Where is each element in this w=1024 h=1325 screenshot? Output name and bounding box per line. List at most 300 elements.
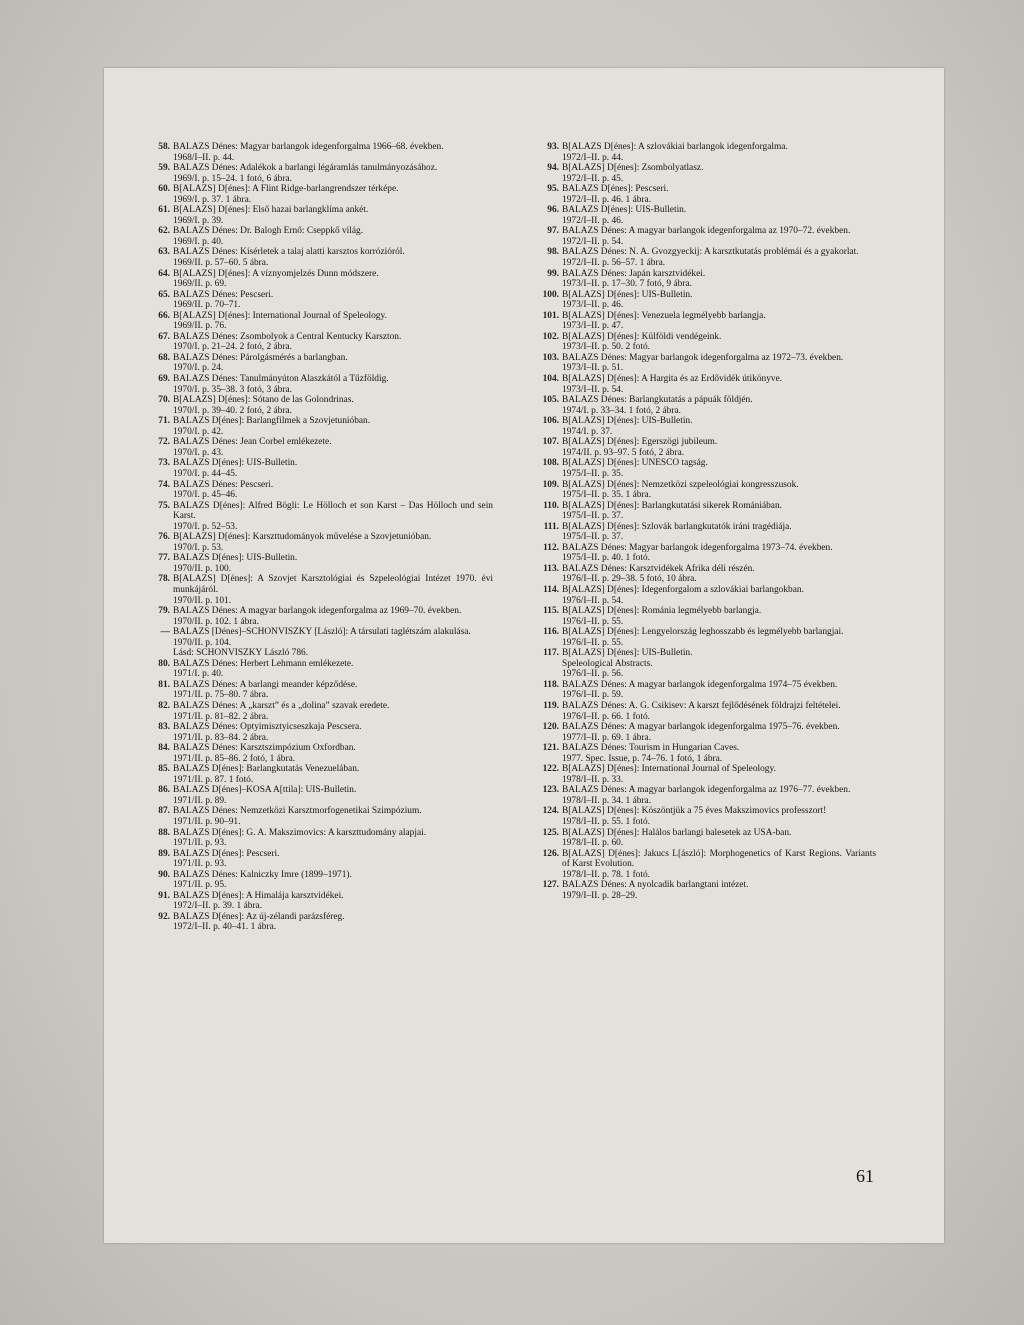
bibliography-entry	[148, 659, 493, 680]
entry-number: 121.	[542, 743, 559, 754]
entry-citation: BALÁZS D[énes]: G. A. Makszimovics: A karszttudomány alapjai.	[173, 827, 427, 838]
bibliography-entry	[531, 142, 876, 163]
bibliography-entry	[148, 163, 493, 184]
entry-number: 108.	[542, 458, 559, 469]
entry-number: 67.	[158, 331, 170, 342]
entry-citation: BALÁZS Dénes: Adalékok a barlangi légáramlás tanulmányozásához.	[173, 163, 438, 174]
entry-reference: 1978/I–II. p. 33.	[562, 774, 624, 785]
entry-citation: B[ALÁZS] D[énes]: A Hargita és az Erdővidék útikönyve.	[562, 374, 783, 385]
bibliography-entry	[148, 332, 493, 353]
entry-reference: 1975/I–II. p. 37.	[562, 511, 624, 522]
entry-reference: 1975/I–II. p. 35. 1 ábra.	[562, 490, 652, 501]
entry-citation: BALÁZS D[énes]: Alfred Bögli: Le Hölloch et son Karst – Das Hölloch und sein Karst.	[173, 500, 493, 522]
entry-text	[562, 311, 876, 332]
entry-citation: BALÁZS Dénes: Japán karsztvidékei.	[562, 268, 706, 279]
page-number: 61	[856, 1166, 874, 1186]
entry-text	[562, 743, 876, 764]
entry-number: 63.	[158, 247, 170, 258]
entry-citation: BALÁZS Dénes: A „karszt” és a „dolina” szavak eredete.	[173, 700, 390, 711]
entry-text	[562, 269, 876, 290]
entry-text	[173, 912, 493, 933]
bibliography-entry	[148, 764, 493, 785]
entry-number: 119.	[543, 700, 559, 711]
entry-citation: BALÁZS Dénes: A. G. Csikisev: A karszt fejlődésének földrajzi feltételei.	[562, 700, 841, 711]
bibliography-entry	[531, 395, 876, 416]
entry-reference: 1976/I–II. p. 54.	[562, 595, 624, 606]
entry-number: 111.	[543, 521, 559, 532]
bibliography-entry	[531, 680, 876, 701]
entry-reference: 1976/I–II. p. 66. 1 fotó.	[562, 711, 651, 722]
bibliography-entry	[531, 743, 876, 764]
bibliography-entry	[531, 226, 876, 247]
entry-number: 81.	[158, 679, 170, 690]
entry-citation: B[ALÁZS] D[énes]: Jakucs L[ászló]: Morphogenetics of Karst Regions. Variants of Karst Evolution.	[562, 848, 876, 870]
bibliography-entry	[531, 585, 876, 606]
entry-number: 115.	[543, 606, 559, 617]
bibliography-entry	[148, 458, 493, 479]
bibliography-entry	[531, 290, 876, 311]
entry-text	[173, 532, 493, 553]
bibliography-entry	[148, 828, 493, 849]
bibliography-entry	[531, 806, 876, 827]
entry-text	[562, 205, 876, 226]
entry-citation: BALÁZS Dénes: Zsombolyok a Central Kentucky Karszton.	[173, 331, 402, 342]
bibliography-entry	[148, 870, 493, 891]
entry-citation: B[ALÁZS] D[énes]: A víznyomjelzés Dunn módszere.	[173, 268, 379, 279]
entry-citation: BALÁZS Dénes: Karsztszimpózium Oxfordban.	[173, 743, 356, 754]
entry-number: 83.	[158, 722, 170, 733]
entry-text	[173, 163, 493, 184]
entry-reference: 1970/I. p. 21–24. 2 fotó, 2 ábra.	[173, 342, 292, 353]
entry-citation: BALÁZS Dénes: Optyimisztyicseszkaja Pescsera.	[173, 722, 362, 733]
bibliography-entry	[148, 142, 493, 163]
entry-text	[562, 395, 876, 416]
entry-number: 123.	[542, 785, 559, 796]
entry-number: 93.	[547, 142, 559, 152]
entry-number: 98.	[547, 247, 559, 258]
entry-text	[173, 142, 493, 163]
entry-reference: 1969/I. p. 37. 1 ábra.	[173, 194, 252, 205]
entry-text	[173, 627, 493, 659]
bibliography-entry	[148, 680, 493, 701]
entry-reference: 1972/I–II. p. 45.	[562, 173, 624, 184]
entry-citation: B[ALÁZS] D[énes]: A Flint Ridge-barlangrendszer térképe.	[173, 184, 399, 195]
bibliography-entry	[148, 247, 493, 268]
entry-number: 70.	[158, 395, 170, 406]
bibliography-entry	[531, 163, 876, 184]
entry-number: 105.	[542, 395, 559, 406]
entry-number: —	[160, 627, 170, 638]
bibliography-entry	[531, 785, 876, 806]
entry-text	[562, 764, 876, 785]
entry-reference: 1971/II. p. 85–86. 2 fotó, 1 ábra.	[173, 753, 296, 764]
entry-reference: 1969/II. p. 70–71.	[173, 300, 241, 311]
entry-citation: BALÁZS Dénes: A magyar barlangok idegenforgalma 1974–75 években.	[562, 679, 838, 690]
entry-reference: Lásd: SCHÖNVISZKY László 786.	[173, 648, 309, 659]
entry-citation: BALÁZS D[énes]: UIS-Bulletin.	[173, 458, 298, 469]
entry-reference: 1970/I. p. 24.	[173, 363, 224, 374]
entry-text	[173, 701, 493, 722]
entry-reference: 1972/I–II. p. 56–57. 1 ábra.	[562, 258, 666, 269]
entry-reference: 1976/I–II. p. 55.	[562, 616, 624, 627]
entry-number: 87.	[158, 806, 170, 817]
entry-number: 90.	[158, 869, 170, 880]
entry-citation: BALÁZS D[énes]: Barlangfilmek a Szovjetunióban.	[173, 416, 371, 427]
entry-citation: B[ALÁZS] D[énes]: Sótano de las Golondrinas.	[173, 395, 354, 406]
entry-number: 61.	[158, 205, 170, 216]
entry-text	[562, 849, 876, 881]
bibliography-column-right	[531, 142, 876, 901]
entry-reference: 1977. Spec. Issue, p. 74–76. 1 fotó, 1 ábra.	[562, 753, 723, 764]
entry-reference: 1971/II. p. 89.	[173, 795, 227, 806]
entry-number: 64.	[158, 268, 170, 279]
entry-text	[173, 891, 493, 912]
entry-reference: 1976/I–II. p. 56.	[562, 669, 624, 680]
entry-reference: 1973/I–II. p. 54.	[562, 384, 624, 395]
entry-text	[562, 828, 876, 849]
entry-citation: BALÁZS Dénes: Magyar barlangok idegenforgalma 1966–68. években.	[173, 142, 444, 152]
entry-text	[173, 849, 493, 870]
entry-number: 78.	[158, 574, 170, 585]
entry-citation: BALÁZS Dénes: A nyolcadik barlangtani intézet.	[562, 880, 749, 891]
entry-citation: B[ALÁZS] D[énes]: Venezuela legmélyebb barlangja.	[562, 310, 766, 321]
entry-citation: BALÁZS Dénes: A magyar barlangok idegenforgalma az 1970–72. években.	[562, 226, 851, 237]
bibliography-entry	[148, 480, 493, 501]
entry-citation: BALÁZS Dénes: Kalniczky Imre (1899–1971).	[173, 869, 352, 880]
entry-citation: B[ALÁZS] D[énes]: Lengyelország leghosszabb és legmélyebb barlangjai.	[562, 627, 844, 638]
entry-reference: 1970/II. p. 101.	[173, 595, 232, 606]
entry-text	[562, 416, 876, 437]
entry-text	[562, 585, 876, 606]
entry-reference: 1976/I–II. p. 55.	[562, 637, 624, 648]
entry-number: 107.	[542, 437, 559, 448]
bibliography-entry	[531, 501, 876, 522]
entry-number: 120.	[542, 722, 559, 733]
entry-number: 127.	[542, 880, 559, 891]
entry-reference: 1972/I–II. p. 40–41. 1 ábra.	[173, 922, 277, 933]
bibliography-entry	[531, 828, 876, 849]
entry-text	[562, 722, 876, 743]
bibliography-column-left	[148, 142, 493, 933]
entry-citation: BALÁZS D[énes]: A Himalája karsztvidékei.	[173, 890, 344, 901]
entry-text	[562, 701, 876, 722]
bibliography-entry	[531, 205, 876, 226]
bibliography-entry	[148, 553, 493, 574]
bibliography-entry	[148, 722, 493, 743]
entry-citation: B[ALÁZS D[énes]: A szlovákiai barlangok idegenforgalma.	[562, 142, 788, 152]
entry-number: 113.	[543, 563, 559, 574]
entry-number: 80.	[158, 658, 170, 669]
entry-number: 125.	[542, 827, 559, 838]
entry-number: 101.	[542, 310, 559, 321]
entry-citation: BALÁZS Dénes: Herbert Lehmann emlékezete.	[173, 658, 354, 669]
entry-reference: 1970/I. p. 42.	[173, 426, 224, 437]
entry-reference: 1975/I–II. p. 35.	[562, 468, 624, 479]
entry-reference: 1973/I–II. p. 17–30. 7 fotó, 9 ábra.	[562, 279, 692, 290]
entry-reference: 1972/I–II. p. 54.	[562, 236, 624, 247]
entry-text	[173, 247, 493, 268]
entry-text	[562, 458, 876, 479]
entry-reference: 1974/I. p. 37.	[562, 426, 613, 437]
entry-reference: 1978/I–II. p. 34. 1 ábra.	[562, 795, 652, 806]
entry-number: 91.	[158, 890, 170, 901]
bibliography-entry	[148, 269, 493, 290]
entry-number: 65.	[158, 289, 170, 300]
bibliography-entry	[148, 912, 493, 933]
entry-number: 60.	[158, 184, 170, 195]
entry-number: 109.	[542, 479, 559, 490]
entry-text	[173, 806, 493, 827]
entry-reference: 1970/I. p. 43.	[173, 447, 224, 458]
entry-text	[562, 247, 876, 268]
entry-number: 106.	[542, 416, 559, 427]
entry-citation: B[ALÁZS] D[énes]: Idegenforgalom a szlovákiai barlangokban.	[562, 584, 804, 595]
bibliography-entry	[148, 891, 493, 912]
bibliography-entry	[148, 226, 493, 247]
entry-citation: B[ALÁZS] D[énes]: International Journal of Speleology.	[562, 764, 776, 775]
entry-text	[562, 785, 876, 806]
entry-citation: BALÁZS D[énes]: UIS-Bulletin.	[562, 205, 687, 216]
entry-text	[173, 184, 493, 205]
entry-reference: 1975/I–II. p. 40. 1 fotó.	[562, 553, 651, 564]
entry-citation: B[ALÁZS] D[énes]: Halálos barlangi balesetek az USA-ban.	[562, 827, 792, 838]
entry-text	[562, 184, 876, 205]
entry-reference: 1971/II. p. 93.	[173, 859, 227, 870]
bibliography-entry	[148, 290, 493, 311]
entry-number: 84.	[158, 743, 170, 754]
entry-citation: BALÁZS D[énes]: Pescseri.	[562, 184, 669, 195]
entry-number: 88.	[158, 827, 170, 838]
entry-number: 94.	[547, 163, 559, 174]
entry-reference: 1971/II. p. 93.	[173, 838, 227, 849]
entry-reference: 1975/I–II. p. 37.	[562, 532, 624, 543]
entry-number: 62.	[158, 226, 170, 237]
bibliography-entry	[531, 416, 876, 437]
entry-citation: BALÁZS Dénes: N. A. Gvozgyeckij: A karsztkutatás problémái és a gyakorlat.	[562, 247, 859, 258]
bibliography-entry	[148, 627, 493, 659]
entry-reference: 1971/II. p. 83–84. 2 ábra.	[173, 732, 269, 743]
entry-text	[173, 353, 493, 374]
entry-text	[562, 163, 876, 184]
entry-citation: B[ALÁZS] D[énes]: Zsombolyatlasz.	[562, 163, 704, 174]
entry-text	[562, 806, 876, 827]
entry-text	[562, 627, 876, 648]
bibliography-entry	[531, 353, 876, 374]
entry-text	[173, 606, 493, 627]
bibliography-entry	[531, 722, 876, 743]
entry-reference: 1969/I. p. 15–24. 1 fotó, 6 ábra.	[173, 173, 292, 184]
bibliography-entry	[531, 458, 876, 479]
bibliography-entry	[531, 606, 876, 627]
entry-number: 82.	[158, 700, 170, 711]
entry-citation: BALÁZS Dénes: Kísérletek a talaj alatti karsztos korrózióról.	[173, 247, 405, 258]
bibliography-entry	[148, 311, 493, 332]
entry-text	[562, 437, 876, 458]
bibliography-entry	[531, 564, 876, 585]
entry-reference: 1978/I–II. p. 60.	[562, 838, 624, 849]
entry-reference: 1976/I–II. p. 59.	[562, 690, 624, 701]
bibliography-entry	[531, 247, 876, 268]
entry-text	[562, 480, 876, 501]
entry-number: 58.	[158, 142, 170, 152]
entry-reference: 1971/II. p. 75–80. 7 ábra.	[173, 690, 269, 701]
entry-number: 102.	[542, 331, 559, 342]
entry-text	[173, 332, 493, 353]
bibliography-entry	[531, 437, 876, 458]
entry-number: 126.	[542, 848, 559, 859]
entry-text	[173, 458, 493, 479]
bibliography-entry	[531, 311, 876, 332]
entry-text	[173, 764, 493, 785]
entry-number: 116.	[543, 627, 559, 638]
entry-number: 118.	[543, 679, 559, 690]
entry-reference: 1971/II. p. 81–82. 2 ábra.	[173, 711, 269, 722]
entry-citation: B[ALÁZS] D[énes]: Köszöntjük a 75 éves Makszimovics professzort!	[562, 806, 827, 817]
entry-reference: 1970/II. p. 102. 1 ábra.	[173, 616, 259, 627]
entry-citation: BALÁZS Dénes: Magyar barlangok idegenforgalma az 1972–73. években.	[562, 352, 844, 363]
bibliography-entry	[531, 849, 876, 881]
entry-text	[173, 311, 493, 332]
entry-reference: 1978/I–II. p. 78. 1 fotó.	[562, 869, 651, 880]
entry-text	[562, 332, 876, 353]
entry-reference: 1968/I–II. p. 44.	[173, 152, 235, 163]
entry-reference: 1974/II. p. 93–97. 5 fotó, 2 ábra.	[562, 447, 685, 458]
entry-reference: 1971/I. p. 40.	[173, 669, 224, 680]
entry-text	[562, 606, 876, 627]
bibliography-entry	[148, 374, 493, 395]
entry-text	[173, 395, 493, 416]
entry-text	[173, 374, 493, 395]
entry-number: 85.	[158, 764, 170, 775]
entry-number: 97.	[547, 226, 559, 237]
entry-reference: 1972/I–II. p. 46.	[562, 215, 624, 226]
entry-text	[173, 574, 493, 606]
entry-reference: Speleological Abstracts.	[562, 658, 653, 669]
entry-text	[173, 437, 493, 458]
entry-reference: 1973/I–II. p. 51.	[562, 363, 624, 374]
entry-citation: BALÁZS D[énes]: Az új-zélandi parázsféreg.	[173, 911, 345, 922]
entry-number: 66.	[158, 310, 170, 321]
entry-reference: 1970/I. p. 35–38. 3 fotó, 3 ábra.	[173, 384, 292, 395]
entry-reference: 1971/II. p. 90–91.	[173, 817, 241, 827]
entry-citation: BALÁZS D[énes]: UIS-Bulletin.	[173, 553, 298, 564]
entry-citation: B[ALÁZS] D[énes]: Külföldi vendégeink.	[562, 331, 722, 342]
entry-number: 99.	[547, 268, 559, 279]
entry-reference: 1970/I. p. 45–46.	[173, 490, 238, 501]
bibliography-entry	[531, 332, 876, 353]
entry-text	[173, 205, 493, 226]
entry-number: 68.	[158, 352, 170, 363]
bibliography-entry	[148, 606, 493, 627]
entry-number: 103.	[542, 352, 559, 363]
entry-number: 112.	[543, 542, 559, 553]
entry-reference: 1969/I. p. 39.	[173, 215, 224, 226]
bibliography-entry	[148, 437, 493, 458]
entry-text	[173, 553, 493, 574]
entry-citation: B[ALÁZS] D[énes]: Szlovák barlangkutatók iráni tragédiája.	[562, 521, 792, 532]
entry-number: 96.	[547, 205, 559, 216]
bibliography-entry	[148, 501, 493, 533]
entry-text	[173, 722, 493, 743]
entry-citation: BALÁZS Dénes: Tourism in Hungarian Caves.	[562, 743, 740, 754]
entry-reference: 1973/I–II. p. 47.	[562, 321, 624, 332]
entry-reference: 1969/II. p. 57–60. 5 ábra.	[173, 258, 269, 269]
bibliography-entry	[531, 543, 876, 564]
entry-citation: BALÁZS Dénes: Pescseri.	[173, 479, 274, 490]
entry-citation: BALÁZS Dénes: Pescseri.	[173, 289, 274, 300]
entry-citation: B[ALÁZS] D[énes]: Karszttudományok művelése a Szovjetunióban.	[173, 532, 432, 543]
entry-number: 114.	[543, 584, 559, 595]
entry-citation: BALÁZS Dénes: Nemzetközi Karsztmorfogenetikai Szimpózium.	[173, 806, 422, 817]
entry-reference: 1973/I–II. p. 50. 2 fotó.	[562, 342, 651, 353]
entry-citation: B[ALÁZS] D[énes]: A Szovjet Karsztológiai és Szpeleológiai Intézet 1970. évi munkájáról.	[173, 574, 493, 595]
bibliography-entry	[531, 648, 876, 680]
entry-citation: BALÁZS Dénes: Barlangkutatás a pápuák földjén.	[562, 395, 753, 406]
bibliography-entry	[148, 701, 493, 722]
entry-reference: 1970/I. p. 39–40. 2 fotó, 2 ábra.	[173, 405, 292, 416]
entry-number: 104.	[542, 374, 559, 385]
entry-reference: 1972/I–II. p. 39. 1 ábra.	[173, 901, 263, 912]
entry-reference: 1971/II. p. 87. 1 fotó.	[173, 774, 254, 785]
entry-citation: BALÁZS D[énes]: Pescseri.	[173, 848, 280, 859]
bibliography-entry	[148, 416, 493, 437]
entry-citation: BALÁZS Dénes: A barlangi meander képződése.	[173, 679, 358, 690]
entry-text	[562, 648, 876, 680]
entry-text	[173, 480, 493, 501]
entry-number: 77.	[158, 553, 170, 564]
entry-citation: BALÁZS Dénes: Párolgásmérés a barlangban.	[173, 352, 348, 363]
entry-number: 79.	[158, 606, 170, 617]
entry-reference: 1970/I. p. 53.	[173, 542, 224, 553]
entry-citation: BALÁZS Dénes: A magyar barlangok idegenforgalma az 1976–77. években.	[562, 785, 851, 796]
entry-number: 100.	[542, 289, 559, 300]
entry-citation: B[ALÁZS] D[énes]: Barlangkutatási sikerek Romániában.	[562, 500, 782, 511]
entry-reference: 1973/I–II. p. 46.	[562, 300, 624, 311]
entry-number: 59.	[158, 163, 170, 174]
entry-number: 76.	[158, 532, 170, 543]
entry-text	[562, 501, 876, 522]
entry-citation: B[ALÁZS] D[énes]: International Journal of Speleology.	[173, 310, 387, 321]
entry-reference: 1972/I–II. p. 44.	[562, 152, 624, 163]
entry-citation: BALÁZS Dénes: Jean Corbel emlékezete.	[173, 437, 332, 448]
entry-citation: B[ALÁZS] D[énes]: UIS-Bulletin.	[562, 648, 693, 659]
entry-citation: BALÁZS Dénes: Dr. Balogh Ernő: Cseppkő világ.	[173, 226, 364, 237]
entry-reference: 1969/I. p. 40.	[173, 236, 224, 247]
bibliography-entry	[531, 627, 876, 648]
entry-text	[562, 226, 876, 247]
bibliography-entry	[148, 785, 493, 806]
entry-citation: BALÁZS D[énes]–KÓSA A[ttila]: UIS-Bulletin.	[173, 785, 357, 796]
entry-number: 110.	[543, 500, 559, 511]
bibliography-entry	[531, 480, 876, 501]
entry-reference: 1970/I. p. 52–53.	[173, 521, 238, 532]
entry-number: 122.	[542, 764, 559, 775]
entry-citation: BALÁZS Dénes: Tanulmányúton Alaszkától a Tűzföldig.	[173, 374, 389, 385]
entry-text	[562, 680, 876, 701]
entry-text	[562, 564, 876, 585]
bibliography-entry	[148, 849, 493, 870]
entry-citation: BALÁZS Dénes: A magyar barlangok idegenforgalma az 1969–70. években.	[173, 606, 462, 617]
entry-reference: 1970/I. p. 44–45.	[173, 468, 238, 479]
entry-number: 89.	[158, 848, 170, 859]
entry-number: 75.	[158, 500, 170, 511]
entry-number: 73.	[158, 458, 170, 469]
entry-citation: B[ALÁZS] D[énes]: Nemzetközi szpeleológiai kongresszusok.	[562, 479, 799, 490]
entry-reference: 1970/II. p. 100.	[173, 563, 232, 574]
entry-number: 117.	[543, 648, 559, 659]
bibliography-entry	[148, 184, 493, 205]
entry-number: 86.	[158, 785, 170, 796]
